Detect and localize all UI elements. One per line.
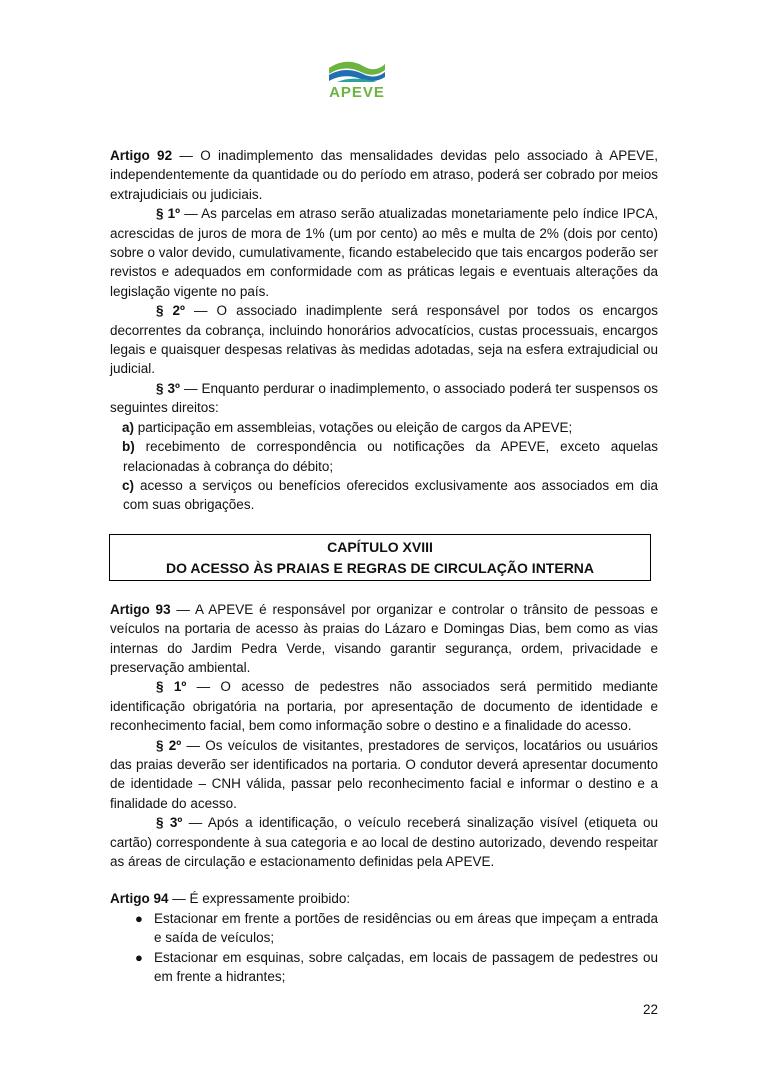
article-label: Artigo 94 <box>110 891 169 907</box>
chapter-heading-box <box>109 534 651 581</box>
article-93-paragraph-3 <box>110 813 658 871</box>
article-text: — É expressamente proibido: <box>168 891 351 907</box>
bullet-list <box>110 909 658 987</box>
bullet-icon: ● <box>135 910 143 926</box>
item-text: acesso a serviços ou benefícios oferecidos exclusivamente aos associados em dia com suas obrigações. <box>123 477 658 513</box>
logo-text: APEVE <box>329 84 385 101</box>
article-label: Artigo 93 <box>110 601 171 617</box>
list-item-b <box>110 437 658 476</box>
chapter-title: DO ACESSO ÀS PRAIAS E REGRAS DE CIRCULAÇÃO INTERNA <box>165 559 595 576</box>
article-93-paragraph-2 <box>110 736 658 814</box>
list-item <box>110 909 658 948</box>
paragraph-label: § 1º <box>156 206 181 222</box>
apeve-logo-icon <box>327 58 387 84</box>
article-93-paragraph-1 <box>110 677 658 735</box>
article-92-paragraph-1 <box>110 204 658 301</box>
paragraph-text: — Os veículos de visitantes, prestadores de serviços, locatários ou usuários das praias deverão ser identificados na portaria. O condutor deverá apresentar documento de identidade – CNH válida, passar pelo reconhecimento facial e informar o destino e a finalidade do acesso. <box>110 737 658 811</box>
article-92 <box>110 146 658 204</box>
apeve-logo <box>327 58 387 106</box>
item-label: b) <box>122 439 135 455</box>
paragraph-label: § 2º <box>156 303 185 319</box>
bullet-icon: ● <box>135 949 143 965</box>
list-item <box>110 948 658 987</box>
spacer <box>110 871 658 889</box>
paragraph-text: — O acesso de pedestres não associados será permitido mediante identificação obrigatória na portaria, por apresentação de documento de identidade e reconhecimento facial, bem como informação sobre o destino e a finalidade do acesso. <box>110 679 658 734</box>
paragraph-text: — Enquanto perdurar o inadimplemento, o associado poderá ter suspensos os seguintes direitos: <box>110 380 658 416</box>
paragraph-label: § 3º <box>156 380 180 396</box>
article-94 <box>110 889 658 908</box>
article-93 <box>110 600 658 678</box>
article-text: — O inadimplemento das mensalidades devidas pelo associado à APEVE, independentemente da quantidade ou do período em atraso, poderá ser cobrado por meios extrajudiciais ou judiciais. <box>110 148 658 202</box>
article-label: Artigo 92 <box>110 148 173 163</box>
item-label: c) <box>122 477 135 493</box>
article-92-paragraph-2 <box>110 301 658 379</box>
bullet-text: Estacionar em esquinas, sobre calçadas, em locais de passagem de pedestres ou em frente a hidrantes; <box>154 949 658 985</box>
chapter-number: CAPÍTULO XVIII <box>327 538 433 555</box>
paragraph-text: — As parcelas em atraso serão atualizadas monetariamente pelo índice IPCA, acrescidas de juros de mora de 1% (um por cento) ao mês e multa de 2% (dois por cento) sobre o valor devido, cumulativamente, ficando estabelecido que tais encargos poderão ser revistos e adequados em conformidade com as práticas legais e eventuais alterações da legislação vigente no país. <box>110 206 659 299</box>
paragraph-text: — Após a identificação, o veículo receberá sinalização visível (etiqueta ou cartão) correspondente à sua categoria e ao local de destino autorizado, devendo respeitar as áreas de circulação e estacionamento definidas pela APEVE. <box>110 815 658 869</box>
paragraph-label: § 3º <box>156 815 183 831</box>
list-item-c <box>110 476 658 515</box>
paragraph-text: — O associado inadimplente será responsável por todos os encargos decorrentes da cobrança, incluindo honorários advocatícios, custas processuais, encargos legais e quaisquer despesas relativas às medidas adotadas, seja na esfera extrajudicial ou judicial. <box>110 303 659 377</box>
article-92-paragraph-3 <box>110 379 658 418</box>
paragraph-label: § 2º <box>156 737 182 753</box>
document-body <box>110 146 658 986</box>
item-label: a) <box>122 419 135 435</box>
paragraph-label: § 1º <box>156 679 187 695</box>
list-item-a <box>110 418 658 437</box>
item-text: recebimento de correspondência ou notificações da APEVE, exceto aquelas relacionadas à cobrança do débito; <box>123 439 658 474</box>
bullet-text: Estacionar em frente a portões de residências ou em áreas que impeçam a entrada e saída de veículos; <box>154 910 658 946</box>
page-number: 22 <box>642 1002 658 1017</box>
article-text: — A APEVE é responsável por organizar e controlar o trânsito de pessoas e veículos na portaria de acesso às praias do Lázaro e Domingas Dias, bem como as vias internas do Jardim Pedra Verde, visando garantir segurança, ordem, privacidade e preservação ambiental. <box>110 601 658 675</box>
item-text: participação em assembleias, votações ou eleição de cargos da APEVE; <box>134 419 573 435</box>
